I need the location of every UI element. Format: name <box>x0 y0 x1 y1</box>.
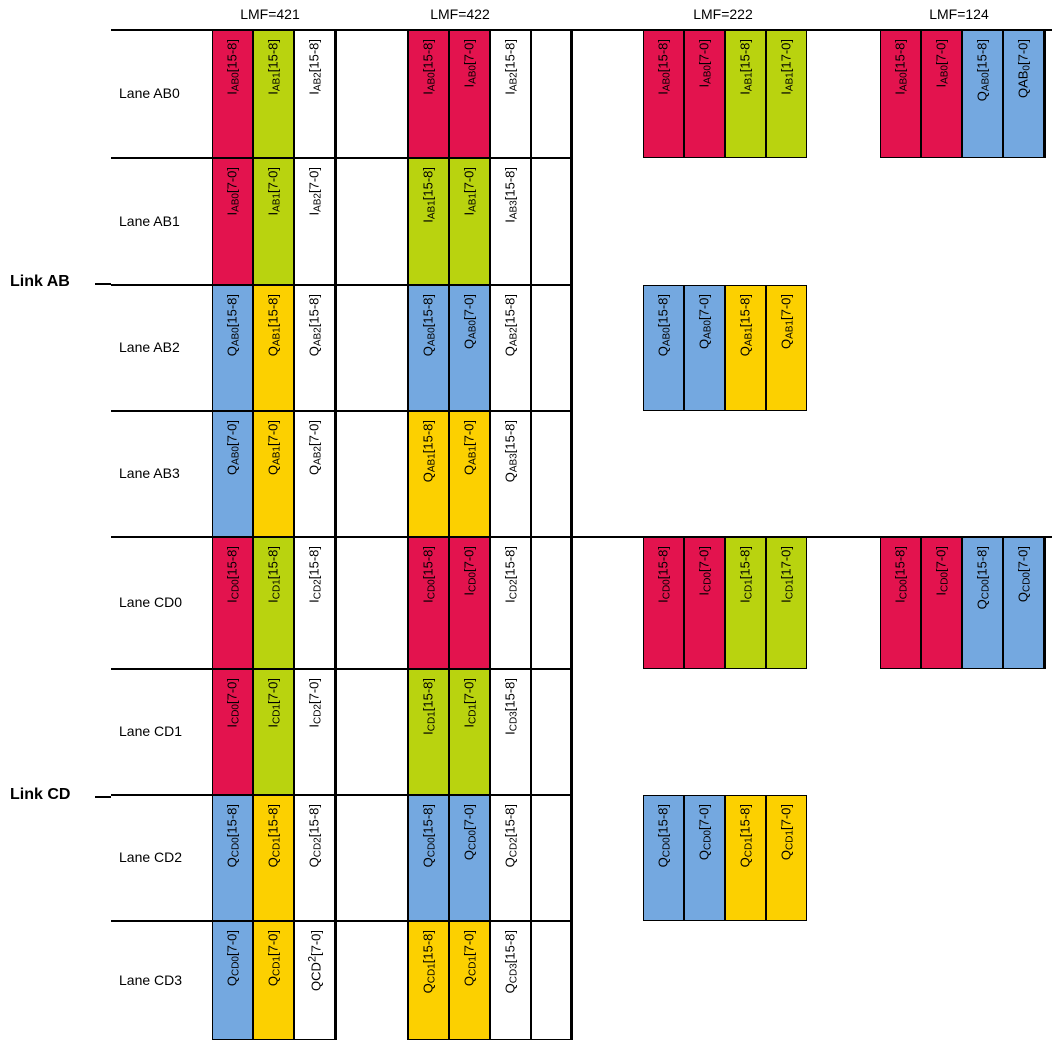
lane-octet-cell <box>449 158 490 285</box>
lane-octet-cell <box>294 669 335 795</box>
cell-label: $I_{AB2}[15-8]$ <box>306 39 323 95</box>
lane-octet-cell <box>294 30 335 158</box>
lane-octet-cell <box>408 411 449 537</box>
empty-slot <box>531 921 571 1040</box>
link-ab-tick <box>95 283 111 285</box>
group-edge <box>1044 537 1046 669</box>
lane-label: Lane AB0 <box>119 85 180 101</box>
lane-octet-cell <box>921 537 962 669</box>
lane-octet-cell <box>212 537 253 669</box>
lane-octet-cell <box>408 921 449 1040</box>
lane-octet-cell <box>408 669 449 795</box>
cell-label: $Q_{CD0}[7-0]$ <box>224 930 241 987</box>
lane-octet-cell <box>1003 537 1044 669</box>
cell-label: $Q_{AB1}[15-8]$ <box>265 294 282 357</box>
cell-label: $I_{AB0}[7-0]$ <box>933 39 950 88</box>
lane-octet-cell <box>766 795 807 921</box>
lane-label: Lane CD3 <box>119 971 183 988</box>
cell-label: $Q_{CD0}[15-8]$ <box>974 546 991 610</box>
cell-label: $I_{AB0}[7-0]$ <box>224 167 241 216</box>
cell-label: $Q_{AB0}[15-8]$ <box>974 39 991 102</box>
lane-octet-cell <box>490 921 531 1040</box>
cell-label: $I_{CD0}[7-0]$ <box>696 546 713 596</box>
header-lmf-222: LMF=222 <box>693 6 753 22</box>
cell-label: $Q_{AB3}[15-8]$ <box>502 420 519 483</box>
lane-octet-cell <box>294 158 335 285</box>
lane-octet-cell <box>408 158 449 285</box>
cell-label: $Q_{AB1}[7-0]$ <box>265 420 282 476</box>
cell-label: $I_{CD2}[15-8]$ <box>306 546 323 603</box>
lane-octet-cell <box>253 537 294 669</box>
empty-slot <box>531 795 571 921</box>
lane-octet-cell <box>766 537 807 669</box>
lane-octet-cell <box>880 537 921 669</box>
lane-label: Lane AB1 <box>119 212 180 229</box>
cell-label: $I_{CD1}[15-8]$ <box>737 546 754 603</box>
lane-octet-cell <box>725 537 766 669</box>
cell-label: $QAB_0[7-0]$ <box>1015 39 1032 99</box>
cell-label: $I_{CD0}[15-8]$ <box>892 546 909 603</box>
cell-label: $Q_{CD0}[7-0]$ <box>1015 546 1032 603</box>
cell-label: $Q_{CD0}[15-8]$ <box>224 804 241 868</box>
lane-octet-cell <box>408 30 449 158</box>
empty-slot <box>531 669 571 795</box>
lane-label: Lane AB3 <box>119 465 180 481</box>
cell-label: $I_{AB1}[7-0]$ <box>265 167 282 216</box>
cell-label: $Q_{CD0}[15-8]$ <box>655 804 672 868</box>
cell-label: $I_{AB2}[15-8]$ <box>502 39 519 95</box>
cell-label: $Q_{AB1}[7-0]$ <box>461 420 478 476</box>
lane-octet-cell <box>212 285 253 411</box>
cell-label: $Q_{CD0}[7-0]$ <box>461 804 478 861</box>
lane-octet-cell <box>212 795 253 921</box>
cell-label: $Q_{CD0}[15-8]$ <box>420 804 437 868</box>
empty-slot <box>531 411 571 537</box>
lane-octet-cell <box>408 795 449 921</box>
lane-octet-cell <box>643 30 684 158</box>
lane-octet-cell <box>1003 30 1044 158</box>
link-cd-tick <box>95 796 111 798</box>
cell-label: $Q_{CD1}[15-8]$ <box>265 804 282 868</box>
cell-label: $I_{AB0}[7-0]$ <box>461 39 478 88</box>
cell-label: $I_{CD1}[7-0]$ <box>265 678 282 728</box>
cell-label: $I_{AB1}[15-8]$ <box>420 167 437 223</box>
lane-octet-cell <box>408 537 449 669</box>
lane-octet-cell <box>449 537 490 669</box>
lane-octet-cell <box>212 669 253 795</box>
cell-label: $Q_{AB2}[7-0]$ <box>306 420 323 476</box>
cell-label: $I_{AB0}[7-0]$ <box>696 39 713 88</box>
cell-label: $I_{CD1}[17-0]$ <box>778 546 795 603</box>
lane-octet-cell <box>449 669 490 795</box>
lane-octet-cell <box>490 537 531 669</box>
cell-label: $I_{CD0}[7-0]$ <box>933 546 950 596</box>
cell-label: $Q_{AB1}[15-8]$ <box>420 420 437 483</box>
cell-label: $Q_{AB2}[15-8]$ <box>502 294 519 357</box>
lane-label: Lane CD1 <box>119 723 183 739</box>
group-divider <box>335 30 337 1040</box>
cell-label: $I_{AB1}[17-0]$ <box>778 39 795 95</box>
lane-octet-cell <box>294 285 335 411</box>
cell-label: $I_{CD3}[15-8]$ <box>502 678 519 735</box>
lane-octet-cell <box>449 285 490 411</box>
empty-slot <box>531 537 571 669</box>
lane-octet-cell <box>449 795 490 921</box>
lane-label: Lane CD0 <box>119 594 183 610</box>
empty-slot <box>531 285 571 411</box>
header-lmf-421: LMF=421 <box>240 6 300 22</box>
lane-octet-cell <box>212 921 253 1040</box>
lane-octet-cell <box>212 30 253 158</box>
cell-label: $Q_{AB2}[15-8]$ <box>306 294 323 357</box>
lane-octet-cell <box>212 411 253 537</box>
cell-label: $I_{CD0}[15-8]$ <box>224 546 241 603</box>
lane-octet-cell <box>490 669 531 795</box>
cell-label: $Q_{AB0}[7-0]$ <box>461 294 478 350</box>
cell-label: $Q_{CD1}[15-8]$ <box>420 930 437 994</box>
lane-octet-cell <box>643 537 684 669</box>
lane-octet-cell <box>962 30 1003 158</box>
cell-label: $I_{CD0}[7-0]$ <box>224 678 241 728</box>
cell-label: $I_{AB1}[15-8]$ <box>737 39 754 95</box>
lane-octet-cell <box>212 158 253 285</box>
lane-label: Lane CD2 <box>119 849 183 865</box>
lane-octet-cell <box>921 30 962 158</box>
header-lmf-422: LMF=422 <box>430 6 490 22</box>
cell-label: $Q_{AB1}[7-0]$ <box>778 294 795 350</box>
cell-label: $I_{AB1}[7-0]$ <box>461 167 478 216</box>
cell-label: $I_{AB0}[15-8]$ <box>224 39 241 95</box>
cell-label: $I_{CD0}[15-8]$ <box>655 546 672 603</box>
cell-label: $Q_{AB0}[7-0]$ <box>696 294 713 350</box>
group-edge <box>1044 30 1046 158</box>
cell-label: $Q_{CD2}[15-8]$ <box>502 804 519 868</box>
lane-octet-cell <box>253 669 294 795</box>
cell-label: $I_{CD1}[7-0]$ <box>461 678 478 728</box>
lane-octet-cell <box>449 30 490 158</box>
lane-octet-cell <box>490 285 531 411</box>
cell-label: $I_{AB0}[15-8]$ <box>420 39 437 95</box>
cell-label: $Q_{AB0}[15-8]$ <box>420 294 437 357</box>
lane-label: Lane AB2 <box>119 339 180 355</box>
link-cd-label: Link CD <box>10 786 71 803</box>
lane-octet-cell <box>643 795 684 921</box>
cell-label: $I_{CD0}[15-8]$ <box>420 546 437 603</box>
link-ab-label: Link AB <box>10 273 70 290</box>
cell-label: $I_{CD2}[15-8]$ <box>502 546 519 603</box>
lane-octet-cell <box>253 921 294 1040</box>
cell-label: QCD$^2$[7-0] <box>305 930 324 991</box>
cell-label: $I_{AB2}[7-0]$ <box>306 167 323 216</box>
lane-octet-cell <box>253 158 294 285</box>
cell-label: $Q_{CD1}[15-8]$ <box>737 804 754 868</box>
lane-octet-cell <box>725 30 766 158</box>
cell-label: $I_{AB1}[15-8]$ <box>265 39 282 95</box>
cell-label: $I_{CD1}[15-8]$ <box>420 678 437 735</box>
lane-octet-cell <box>449 921 490 1040</box>
group-divider <box>530 30 532 1040</box>
cell-label: $Q_{CD3}[15-8]$ <box>502 930 519 994</box>
lane-octet-cell <box>294 537 335 669</box>
lane-octet-cell <box>962 537 1003 669</box>
lane-octet-cell <box>253 795 294 921</box>
header-lmf-124: LMF=124 <box>929 6 989 22</box>
lane-octet-cell <box>449 411 490 537</box>
lane-octet-cell <box>766 30 807 158</box>
lane-octet-cell <box>408 285 449 411</box>
group-divider <box>407 30 409 1040</box>
cell-label: $Q_{CD2}[15-8]$ <box>306 804 323 868</box>
cell-label: $Q_{AB0}[15-8]$ <box>655 294 672 357</box>
cell-label: $I_{AB0}[15-8]$ <box>892 39 909 95</box>
lane-octet-cell <box>490 30 531 158</box>
empty-slot <box>531 158 571 285</box>
lane-octet-cell <box>880 30 921 158</box>
lane-octet-cell <box>253 411 294 537</box>
cell-label: $Q_{CD1}[7-0]$ <box>461 930 478 987</box>
lane-octet-cell <box>684 537 725 669</box>
empty-slot <box>531 30 571 158</box>
lane-octet-cell <box>294 921 335 1040</box>
cell-label: $I_{AB3}[15-8]$ <box>502 167 519 223</box>
cell-label: $I_{CD2}[7-0]$ <box>306 678 323 728</box>
cell-label: $Q_{AB1}[15-8]$ <box>737 294 754 357</box>
cell-label: $Q_{CD1}[7-0]$ <box>265 930 282 987</box>
group-divider <box>571 30 573 1040</box>
lane-octet-cell <box>294 411 335 537</box>
lane-octet-cell <box>253 30 294 158</box>
cell-label: $I_{CD0}[7-0]$ <box>461 546 478 596</box>
cell-label: $Q_{AB0}[15-8]$ <box>224 294 241 357</box>
cell-label: $I_{CD1}[15-8]$ <box>265 546 282 603</box>
lane-octet-cell <box>294 795 335 921</box>
lane-octet-cell <box>684 285 725 411</box>
cell-label: $I_{AB0}[15-8]$ <box>655 39 672 95</box>
lane-octet-cell <box>490 158 531 285</box>
lane-octet-cell <box>253 285 294 411</box>
lane-octet-cell <box>490 795 531 921</box>
lane-octet-cell <box>684 795 725 921</box>
lane-octet-cell <box>490 411 531 537</box>
lane-octet-cell <box>725 285 766 411</box>
lane-octet-cell <box>725 795 766 921</box>
lane-octet-cell <box>643 285 684 411</box>
lane-octet-cell <box>766 285 807 411</box>
cell-label: $Q_{CD0}[7-0]$ <box>696 804 713 861</box>
cell-label: $Q_{CD1}[7-0]$ <box>778 804 795 861</box>
lane-octet-cell <box>684 30 725 158</box>
cell-label: $Q_{AB0}[7-0]$ <box>224 420 241 476</box>
